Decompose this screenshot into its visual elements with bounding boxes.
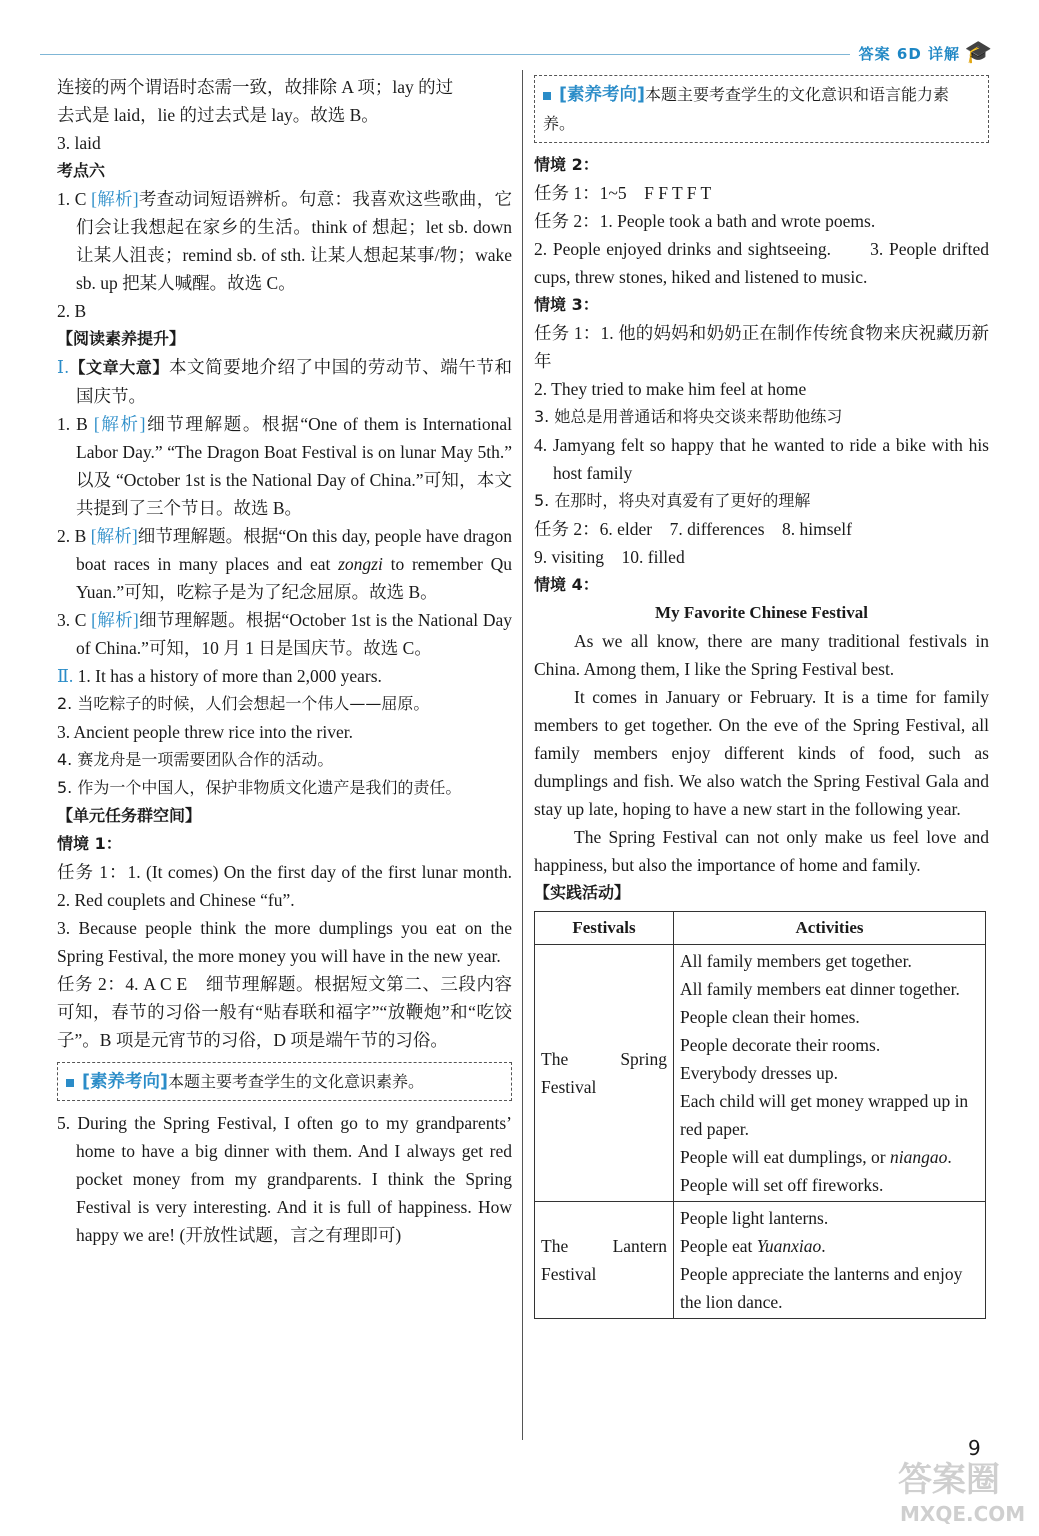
section-heading: 【实践活动】 <box>534 883 631 902</box>
answer-item: 2. B [解析]细节理解题。根据“On this day, people have dragon boat races in many places and eat zongzi to remember Qu Yuan.”可知，吃粽子是为了纪念屈原。故选 B。 <box>57 526 513 602</box>
activities-cell <box>674 945 986 1202</box>
activity-item: People clean their homes. <box>680 1007 860 1027</box>
answer-line: 2. B <box>57 301 87 321</box>
left-column <box>57 73 547 1249</box>
answer-item: 4. Jamyang felt so happy that he wanted to ride a bike with his host family <box>534 435 989 483</box>
answer-line: 3. laid <box>57 133 101 153</box>
answer-item: 1. C [解析]考查动词短语辨析。句意：我喜欢这些歌曲，它们会让我想起在家乡的生活。think of 想起；let sb. down 让某人沮丧；remind sb. of sth. 让某人想起某事/物；wake sb. up 把某人喊醒。故选 C。 <box>57 189 512 293</box>
activity-item: Everybody dresses up. <box>680 1063 838 1083</box>
activities-table <box>534 911 986 1319</box>
essay-title: My Favorite Chinese Festival <box>655 603 868 622</box>
scenario-heading: 情境 3： <box>534 295 599 314</box>
square-bullet-icon <box>543 92 551 100</box>
activity-item: People light lanterns. <box>680 1208 829 1228</box>
square-bullet-icon <box>66 1079 74 1087</box>
header-rule <box>40 54 850 55</box>
section-heading: 考点六 <box>57 161 106 180</box>
essay-paragraph: It comes in January or February. It is a time for family members to get together. On the eve of the Spring Festival, all family members enjoy different kinds of food, such as dumplings and fish. We also watch the Spring Festival Gala and stay up late, hoping to have a new start in the following year. <box>534 687 989 819</box>
festival-cell: The Spring Festival <box>535 945 674 1202</box>
page-header <box>40 38 1000 68</box>
activity-item: People will set off fireworks. <box>680 1175 884 1195</box>
answer-line: 5. 作为一个中国人，保护非物质文化遗产是我们的责任。 <box>57 778 462 797</box>
answer-line: 4. 赛龙舟是一项需要团队合作的活动。 <box>57 750 334 769</box>
activity-item: Each child will get money wrapped up in red paper. <box>680 1091 969 1139</box>
graduation-cap-icon: 🎓 <box>964 39 992 64</box>
literacy-tag: [素养考向] <box>559 85 645 105</box>
text-line: 去式是 laid，lie 的过去式是 lay。故选 B。 <box>57 105 379 125</box>
answer-item: Ⅰ.【文章大意】本文简要地介绍了中国的劳动节、端午节和国庆节。 <box>57 357 512 406</box>
answer-item: 3. Because people think the more dumplings you eat on the Spring Festival, the more money you will have in the new year. <box>57 918 512 966</box>
table-row <box>535 945 986 1202</box>
page-number: 9 <box>968 1436 981 1460</box>
analysis-tag: [解析] <box>91 610 139 630</box>
activity-item: People decorate their rooms. <box>680 1035 881 1055</box>
answer-item: 3. 她总是用普通话和将央交谈来帮助他练习 <box>534 407 843 426</box>
analysis-tag: [解析] <box>91 189 139 209</box>
column-divider <box>522 70 523 1440</box>
activity-item: All family members get together. <box>680 951 912 971</box>
answer-item: 任务 1：1. 他的妈妈和奶奶正在制作传统食物来庆祝藏历新年 <box>534 323 989 371</box>
section-heading: 【阅读素养提升】 <box>57 329 186 348</box>
right-column <box>534 73 989 1319</box>
answer-line: 3. Ancient people threw rice into the river. <box>57 722 353 742</box>
table-header: Activities <box>674 912 986 945</box>
scenario-heading: 情境 1： <box>57 834 122 853</box>
watermark: 答案圈 <box>898 1460 1000 1500</box>
scenario-heading: 情境 4： <box>534 575 599 594</box>
answer-item: 任务 1：1. (It comes) On the first day of the first lunar month. 2. Red couplets and Chinese “fu”. <box>57 862 547 910</box>
activity-item: People eat Yuanxiao. <box>680 1236 826 1256</box>
answer-item: 9. visiting 10. filled <box>534 547 685 567</box>
answer-item: 任务 1：1~5 F F T F T <box>534 183 712 203</box>
festival-cell: The Lantern Festival <box>535 1202 674 1319</box>
analysis-tag: [解析] <box>93 414 146 434</box>
essay-paragraph: The Spring Festival can not only make us feel love and happiness, but also the importance of home and family. <box>534 827 989 875</box>
answer-item: 任务 2：4. A C E 细节理解题。根据短文第二、三段内容可知，春节的习俗一般有“贴春联和福字”“放鞭炮”和“吃饺子”。B 项是元宵节的习俗，D 项是端午节的习俗。 <box>57 974 512 1050</box>
literacy-note-box: [素养考向]本题主要考查学生的文化意识素养。 <box>57 1062 512 1101</box>
activity-item: People will eat dumplings, or niangao. <box>680 1147 952 1167</box>
activities-cell <box>674 1202 986 1319</box>
scenario-heading: 情境 2： <box>534 155 599 174</box>
table-header: Festivals <box>535 912 674 945</box>
answer-item: 任务 2：1. People took a bath and wrote poems. <box>534 211 876 231</box>
table-row <box>535 1202 986 1319</box>
activity-item: People appreciate the lanterns and enjoy the lion dance. <box>680 1264 963 1312</box>
watermark-url: MXQE.COM <box>900 1502 1026 1526</box>
answer-item: 5. During the Spring Festival, I often go to my grandparents’ home to have a big dinner with them. And I always get red pocket money from my grandparents. I think the Spring Festival is very interesting. And it is full of happiness. How happy we are! (开放性试题，言之有理即可) <box>57 1113 512 1245</box>
section-heading: 【单元任务群空间】 <box>57 806 202 825</box>
header-title: 答案 6D 详解 <box>858 45 960 63</box>
answer-line: 2. 当吃粽子的时候，人们会想起一个伟人——屈原。 <box>57 694 430 713</box>
answer-item: 2. They tried to make him feel at home <box>534 379 807 399</box>
text-line: 连接的两个谓语时态需一致，故排除 A 项；lay 的过 <box>57 77 454 97</box>
answer-item: 3. C [解析]细节理解题。根据“October 1st is the National Day of China.”可知，10 月 1 日是国庆节。故选 C。 <box>57 610 512 658</box>
literacy-note-box: [素养考向]本题主要考查学生的文化意识和语言能力素养。 <box>534 75 989 143</box>
essay-paragraph: As we all know, there are many traditional festivals in China. Among them, I like the Spring Festival best. <box>534 631 989 679</box>
literacy-tag: [素养考向] <box>82 1072 168 1092</box>
answer-item: Ⅱ. 1. It has a history of more than 2,000 years. <box>57 666 382 686</box>
summary-tag: 【文章大意】 <box>68 358 169 377</box>
answer-item: 2. People enjoyed drinks and sightseeing. 3. People drifted cups, threw stones, hiked and listened to music. <box>534 239 989 287</box>
answer-item: 1. B [解析]细节理解题。根据“One of them is International Labor Day.” “The Dragon Boat Festival is on lunar May 5th.” 以及 “October 1st is the National Day of China.”可知，本文共提到了三个节日。故选 B。 <box>57 414 512 518</box>
answer-item: 5. 在那时，将央对真爱有了更好的理解 <box>534 491 811 510</box>
table-header-row <box>535 912 986 945</box>
analysis-tag: [解析] <box>90 526 138 546</box>
activity-item: All family members eat dinner together. <box>680 979 960 999</box>
answer-item: 任务 2：6. elder 7. differences 8. himself <box>534 519 852 539</box>
